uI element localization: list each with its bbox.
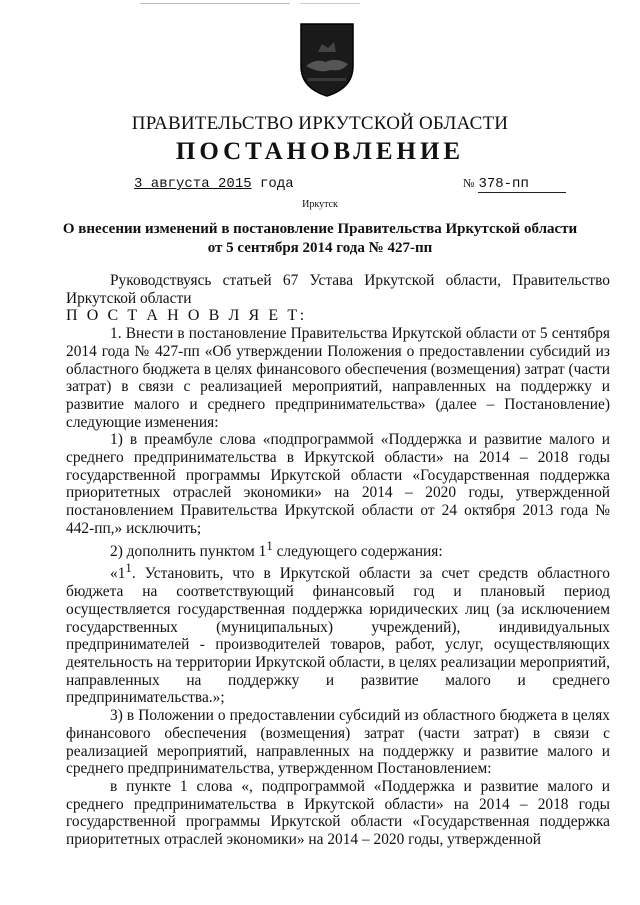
date-value: 3 августа 2015: [134, 176, 252, 192]
text-fragment: следующего содержания:: [272, 542, 443, 560]
document-subject: [40, 220, 600, 258]
document-type: ПОСТАНОВЛЕНИЕ: [175, 138, 465, 165]
scan-rule: [300, 3, 360, 4]
superscript: 1: [266, 538, 273, 553]
paragraph-subitem-2: [66, 538, 610, 561]
document-number: [463, 176, 566, 193]
number-value: 378-пп: [478, 176, 566, 193]
scan-rule: [140, 3, 290, 4]
city-name: Иркутск: [302, 199, 338, 210]
document-date: [134, 176, 294, 192]
paragraph-subitem-1: 1) в преамбуле слова «подпрограммой «Поддержка и развитие малого и среднего предпринимательства в Иркутской области» на 2014 – 2018 годы государственной программы Иркутской области «Государственная поддержка приоритетных отраслей экономики» на 2014 – 2020 годы, утвержденной постановлением Правительства Иркутской области от 24 октября 2013 года № 442-пп,» исключить;: [66, 431, 610, 537]
number-sign: №: [463, 176, 475, 190]
document-body: [66, 272, 610, 849]
text-fragment: . Установить, что в Иркутской области за счет средств областного бюджета на соответствующий финансовый год и плановый период осуществляется государственная поддержка юридических лиц (за исключением государственных (муниципальных) учреждений), индивидуальных предпринимателей - производителей товаров, работ, услуг, осуществляющих деятельность на территории Иркутской области, в целях реализации мероприятий, направленных на поддержку и развитие малого и среднего предпринимательства.»;: [66, 565, 610, 707]
paragraph-preamble: Руководствуясь статьей 67 Устава Иркутской области, Правительство Иркутской области: [66, 272, 610, 307]
superscript: 1: [125, 561, 132, 576]
text-fragment: «1: [110, 565, 126, 583]
date-suffix: года: [251, 176, 294, 192]
government-name: ПРАВИТЕЛЬСТВО ИРКУТСКОЙ ОБЛАСТИ: [131, 113, 509, 134]
paragraph-item-1: 1. Внести в постановление Правительства Иркутской области от 5 сентября 2014 года № 427-пп «Об утверждении Положения о предоставлении субсидий из областного бюджета в целях финансового обеспечения (возмещения) затрат (части затрат) в связи с реализацией мероприятий, направленных на поддержку и развитие малого и среднего предпринимательства» (далее – Постановление) следующие изменения:: [66, 325, 610, 431]
coat-of-arms-icon: [298, 22, 356, 98]
paragraph-new-clause: [66, 560, 610, 707]
paragraph-point-1: в пункте 1 слова «, подпрограммой «Поддержка и развитие малого и среднего предпринимательства в Иркутской области» на 2014 – 2018 годы государственной программы Иркутской области «Государственная поддержка приоритетных отраслей экономики» на 2014 – 2020 годы, утвержденной: [66, 777, 610, 849]
paragraph-subitem-3: 3) в Положении о предоставлении субсидий из областного бюджета в целях финансового обеспечения (возмещения) затрат (части затрат) в связи с реализацией мероприятий, направленных на поддержку и развитие малого и среднего предпринимательства, утвержденном Постановлением:: [66, 707, 610, 778]
subject-line-2: от 5 сентября 2014 года № 427-пп: [207, 240, 433, 256]
subject-line-1: О внесении изменений в постановление Правительства Иркутской области: [62, 221, 578, 237]
text-fragment: 2) дополнить пунктом 1: [110, 542, 267, 560]
paragraph-resolves: П О С Т А Н О В Л Я Е Т:: [66, 307, 307, 325]
